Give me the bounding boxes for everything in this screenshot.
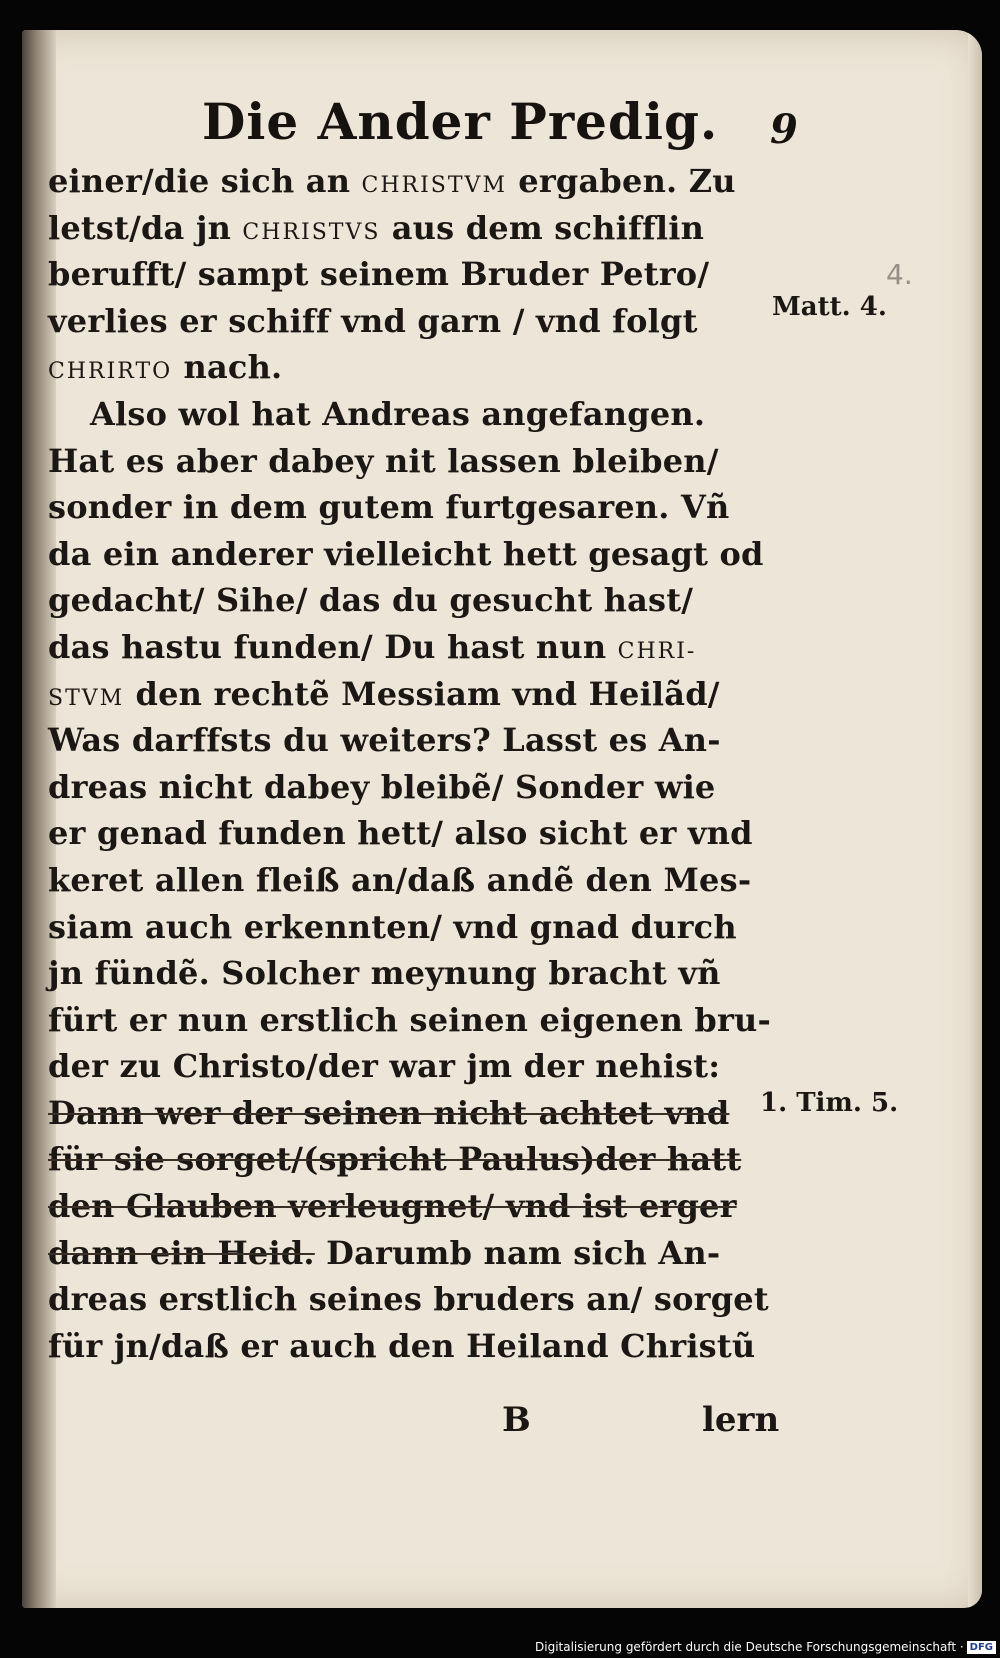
- text-line: [48, 484, 790, 531]
- text-line-rest: aus dem schifflin: [380, 208, 705, 247]
- text-line-main: da ein anderer vielleicht hett gesagt od: [48, 534, 764, 573]
- text-line: [48, 810, 790, 857]
- text-line: [48, 391, 790, 438]
- text-line-main: dreas nicht dabey bleibẽ/ Sonder wie: [48, 767, 716, 806]
- text-line: [48, 158, 790, 205]
- text-line: [48, 298, 790, 345]
- body-text: [48, 158, 790, 1369]
- text-line: [48, 1323, 790, 1370]
- text-line-main: Was darffsts du weiters? Lasst es An-: [48, 721, 721, 760]
- text-line-main: der zu Christo/der war jm der nehist:: [48, 1047, 721, 1086]
- text-line-rest: den rechtẽ Messiam vnd Heilãd/: [124, 674, 720, 713]
- text-line-main: sonder in dem gutem furtgesaren. Vñ: [48, 488, 730, 527]
- text-line-main: fürt er nun erstlich seinen eigenen bru-: [48, 1000, 771, 1039]
- signature-mark: B: [502, 1400, 531, 1440]
- folio-number: 9: [770, 106, 798, 153]
- dfg-logo-icon: DFG: [967, 1641, 996, 1654]
- book-page: [22, 30, 982, 1608]
- text-line-main: für sie sorget/(spricht Paulus)der hatt: [48, 1140, 742, 1179]
- text-line: [48, 950, 790, 997]
- text-line-main: berufft/ sampt seinem Bruder Petro/: [48, 255, 710, 294]
- text-line-main: einer/die sich an: [48, 162, 362, 200]
- text-line: [48, 531, 790, 578]
- text-line-main: dreas erstlich seines bruders an/ sorget: [48, 1280, 769, 1319]
- text-line: [48, 344, 790, 391]
- text-line: [48, 997, 790, 1044]
- text-line: [48, 205, 790, 252]
- text-line: [48, 1136, 790, 1183]
- text-line: [48, 1043, 790, 1090]
- text-line-smallcaps: CHRI-: [617, 638, 697, 664]
- text-line-main: er genad funden hett/ also sicht er vnd: [48, 814, 753, 853]
- text-line-rest: nach.: [172, 348, 283, 387]
- text-line-main: Dann wer der seinen nicht achtet vnd: [48, 1093, 730, 1132]
- footer-credit: [535, 1640, 996, 1654]
- text-line-rest: Darumb nam sich An-: [314, 1233, 721, 1272]
- text-line: [48, 1183, 790, 1230]
- running-header: Die Ander Predig.: [202, 92, 719, 151]
- text-line: [48, 671, 790, 718]
- text-line-main: Hat es aber dabey nit lassen bleiben/: [48, 441, 719, 480]
- text-line: [48, 857, 790, 904]
- text-line: [48, 624, 790, 671]
- text-line-smallcaps: CHRISTVM: [361, 173, 507, 198]
- text-line-main: keret allen fleiß an/daß andẽ den Mes-: [48, 860, 752, 899]
- text-line: [48, 1230, 790, 1277]
- text-line-main: gedacht/ Sihe/ das du gesucht hast/: [48, 581, 694, 620]
- catchword: lern: [702, 1400, 780, 1440]
- text-line-rest: ergaben. Zu: [506, 162, 736, 200]
- text-line-main: siam auch erkennten/ vnd gnad durch: [48, 907, 737, 946]
- text-line-main: verlies er schiff vnd garn / vnd folgt: [48, 301, 698, 340]
- text-line-main: Also wol hat Andreas angefangen.: [90, 394, 706, 433]
- text-line-main: dann ein Heid.: [48, 1233, 315, 1272]
- margin-note-tim: 1. Tim. 5.: [760, 1088, 899, 1118]
- text-line-smallcaps: CHRIRTO: [48, 359, 173, 385]
- text-line: [48, 251, 790, 298]
- text-line-main: das hastu funden/ Du hast nun: [48, 627, 618, 666]
- text-line: [48, 577, 790, 624]
- margin-note-matt: Matt. 4.: [772, 292, 887, 322]
- text-line-main: letst/da jn: [48, 208, 243, 247]
- text-line: [48, 717, 790, 764]
- pencil-annotation: 4.: [886, 258, 913, 291]
- page-edge: [968, 30, 982, 1608]
- text-line-smallcaps: STVM: [48, 685, 125, 711]
- text-line-main: den Glauben verleugnet/ vnd ist erger: [48, 1187, 737, 1226]
- text-line: [48, 1276, 790, 1323]
- text-line-main: für jn/daß er auch den Heiland Christũ: [48, 1326, 756, 1365]
- text-line: [48, 904, 790, 951]
- text-line: [48, 1090, 790, 1137]
- text-line-smallcaps: CHRISTVS: [242, 219, 381, 245]
- text-line-main: jn fündẽ. Solcher meynung bracht vñ: [48, 954, 721, 993]
- text-line: [48, 764, 790, 811]
- text-line: [48, 438, 790, 485]
- footer-credit-text: Digitalisierung gefördert durch die Deutsche Forschungsgemeinschaft ·: [535, 1640, 964, 1654]
